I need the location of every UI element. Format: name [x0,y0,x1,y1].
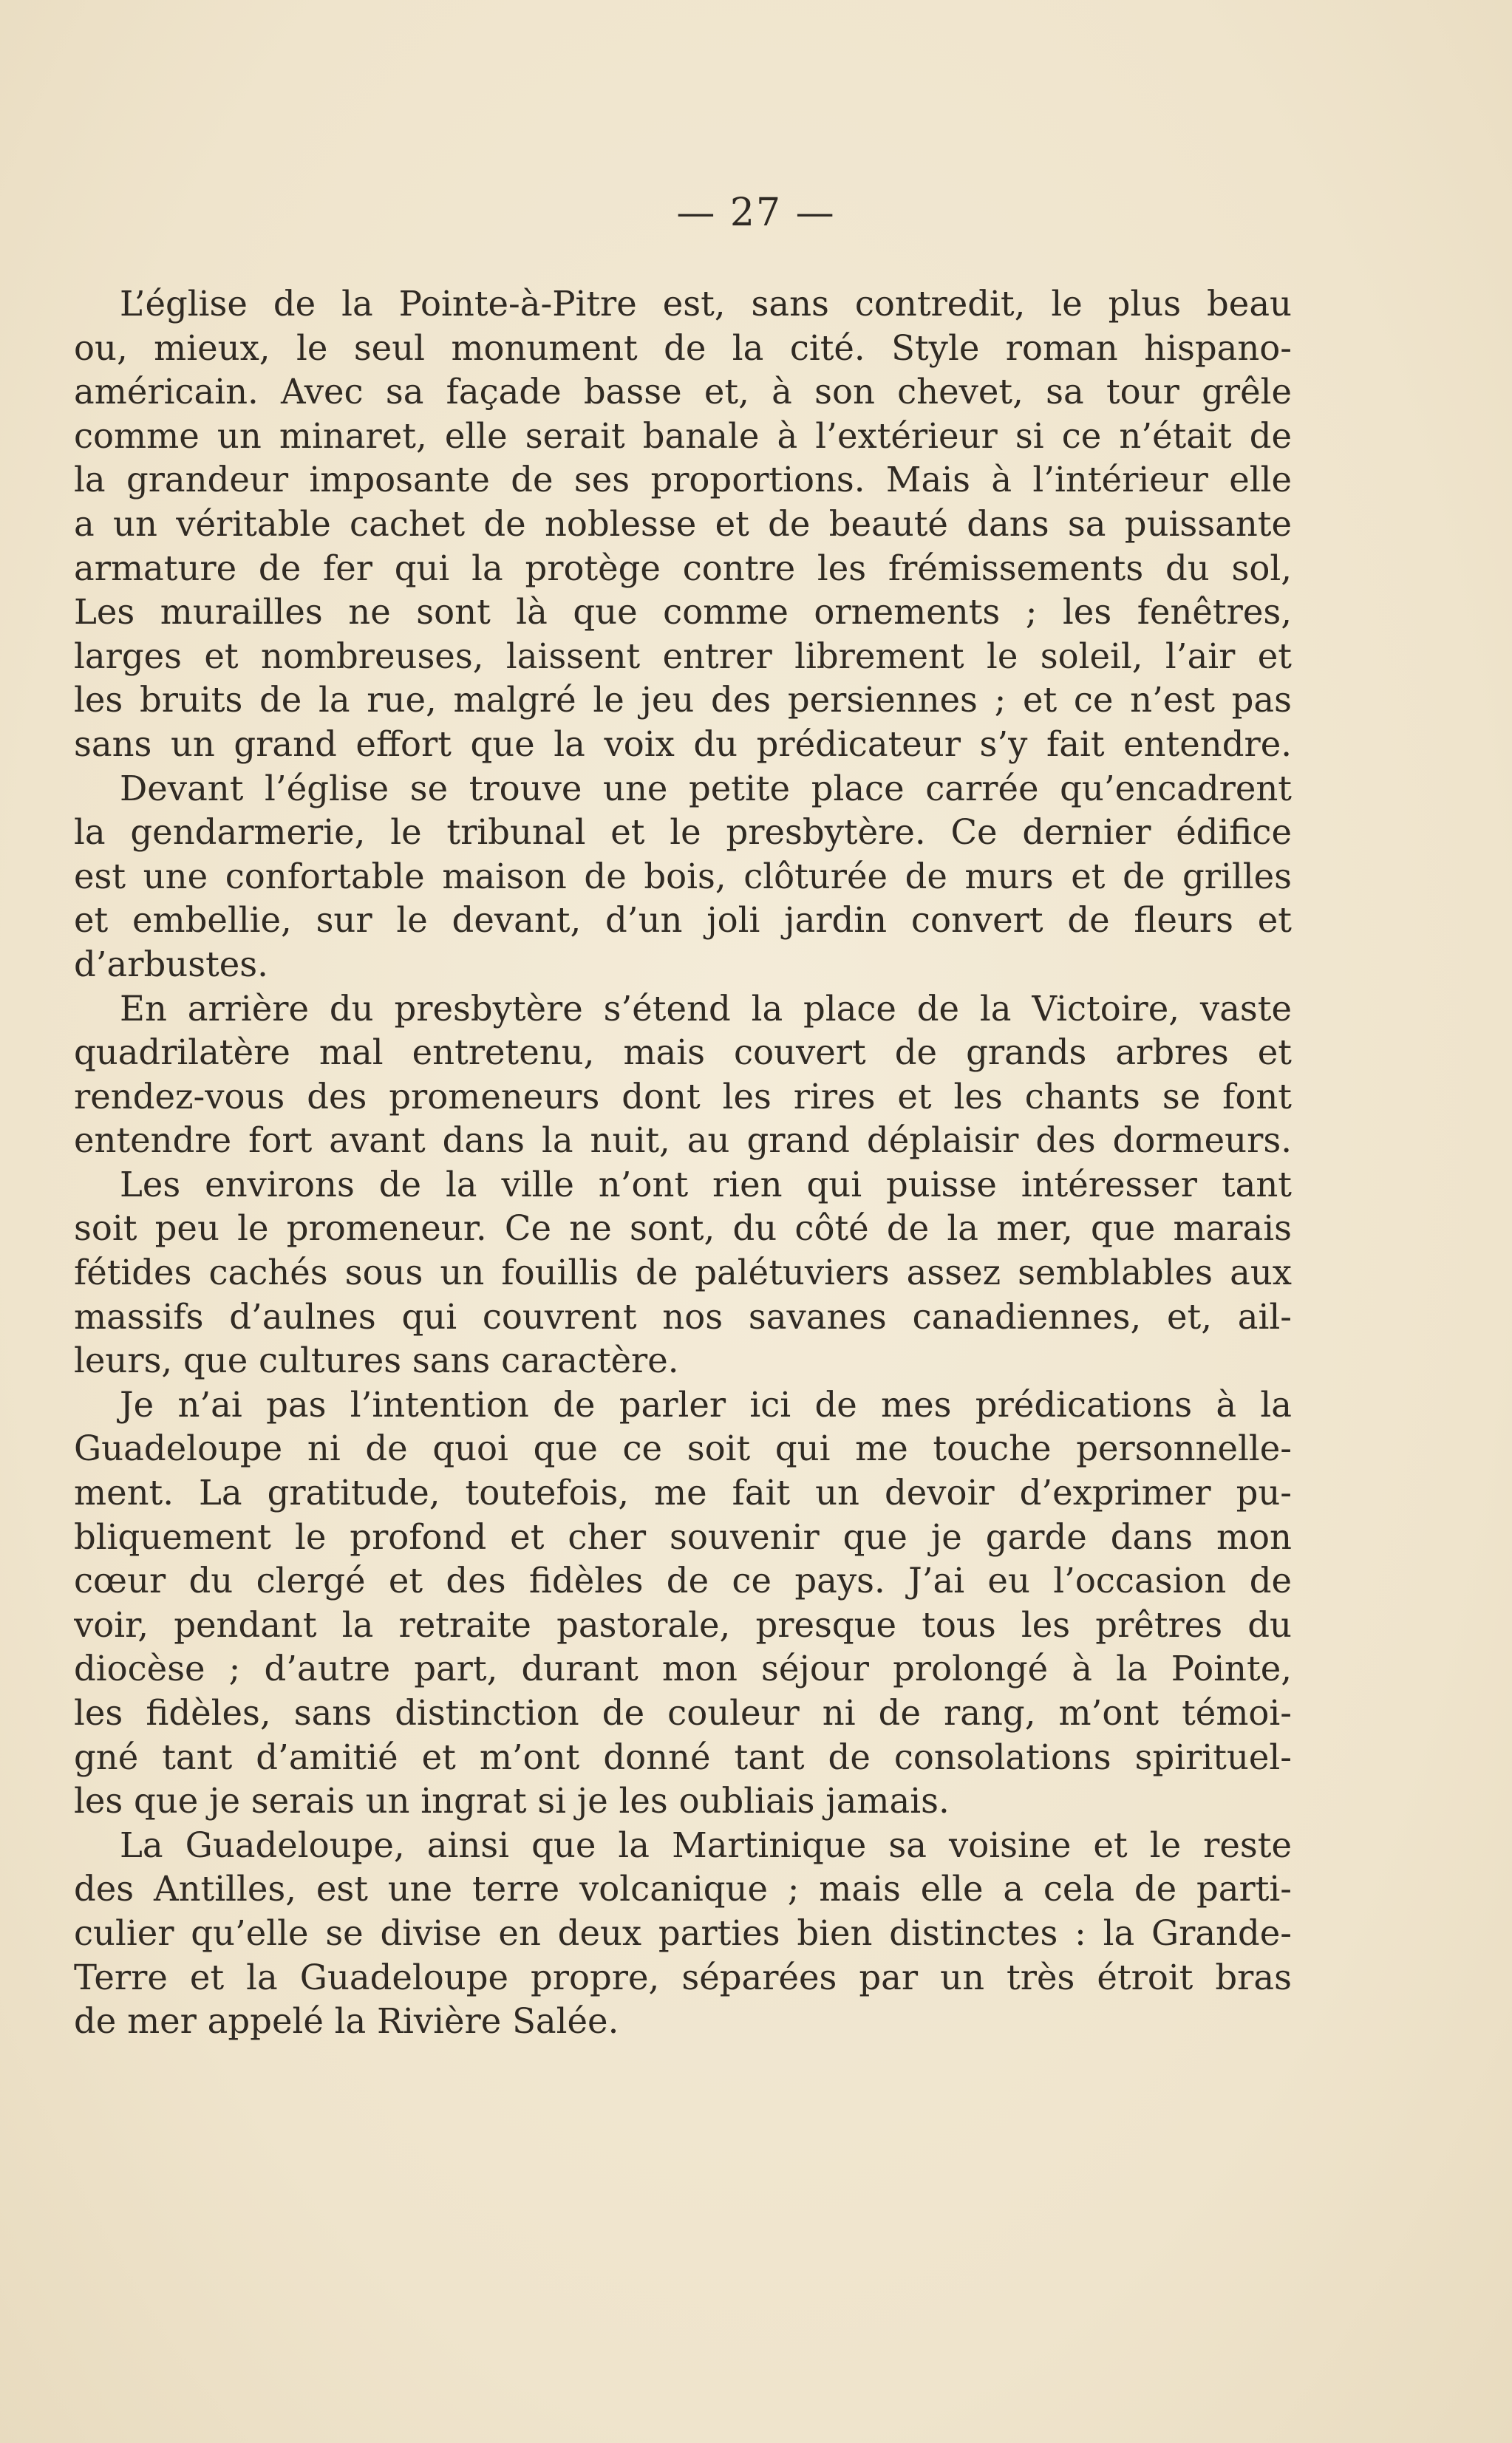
text-line: Terre et la Guadeloupe propre, séparées par un très étroit bras [74,1957,1292,1997]
text-line: a un véritable cachet de noblesse et de beauté dans sa puissante [74,503,1292,544]
text-line: L’église de la Pointe-à-Pitre est, sans contredit, le plus beau [120,284,1292,324]
body-text [74,282,1292,2044]
text-line: d’arbustes. [74,944,268,984]
text-line: entendre fort avant dans la nuit, au grand déplaisir des dormeurs. [74,1120,1292,1161]
text-line: larges et nombreuses, laissent entrer librement le soleil, l’air et [74,636,1292,676]
text-line: Je n’ai pas l’intention de parler ici de mes prédications à la [120,1384,1292,1425]
text-line: soit peu le promeneur. Ce ne sont, du côté de la mer, que marais [74,1208,1292,1249]
text-line: bliquement le profond et cher souvenir que je garde dans mon [74,1516,1292,1557]
text-line: américain. Avec sa façade basse et, à son chevet, sa tour grêle [74,372,1292,412]
text-line: Guadeloupe ni de quoi que ce soit qui me touche personnelle- [74,1428,1292,1469]
text-line: rendez-vous des promeneurs dont les rires et les chants se font [74,1076,1292,1117]
text-line: En arrière du presbytère s’étend la place de la Victoire, vaste [120,988,1292,1029]
text-line: leurs, que cultures sans caractère. [74,1340,679,1381]
text-line: des Antilles, est une terre volcanique ; mais elle a cela de parti- [74,1869,1292,1909]
page-number: — 27 — [676,191,836,235]
text-line: massifs d’aulnes qui couvrent nos savanes canadiennes, et, ail- [74,1296,1292,1337]
text-line: les fidèles, sans distinction de couleur ni de rang, m’ont témoi- [74,1693,1292,1733]
text-line: armature de fer qui la protège contre les frémissements du sol, [74,548,1292,588]
text-line: fétides cachés sous un fouillis de palétuviers assez semblables aux [74,1253,1292,1293]
text-line: est une confortable maison de bois, clôturée de murs et de grilles [74,856,1292,896]
text-line: cœur du clergé et des fidèles de ce pays. J’ai eu l’occasion de [74,1561,1292,1601]
text-line: La Guadeloupe, ainsi que la Martinique sa voisine et le reste [120,1824,1292,1865]
text-line: comme un minaret, elle serait banale à l’extérieur si ce n’était de [74,415,1292,456]
text-line: ment. La gratitude, toutefois, me fait un devoir d’exprimer pu- [74,1473,1292,1513]
text-line: la grandeur imposante de ses proportions. Mais à l’intérieur elle [74,460,1292,500]
text-line: les bruits de la rue, malgré le jeu des persiennes ; et ce n’est pas [74,680,1292,720]
text-line: de mer appelé la Rivière Salée. [74,2001,619,2042]
text-line: Les murailles ne sont là que comme ornements ; les fenêtres, [74,592,1292,633]
text-line: les que je serais un ingrat si je les oubliais jamais. [74,1781,950,1822]
text-line: et embellie, sur le devant, d’un joli jardin convert de fleurs et [74,900,1292,941]
text-line: ou, mieux, le seul monument de la cité. Style roman hispano- [74,327,1292,368]
text-line: Les environs de la ville n’ont rien qui puisse intéresser tant [120,1164,1292,1205]
text-line: culier qu’elle se divise en deux parties bien distinctes : la Grande- [74,1912,1292,1953]
text-line: Devant l’église se trouve une petite place carrée qu’encadrent [120,768,1292,808]
text-line: voir, pendant la retraite pastorale, presque tous les prêtres du [74,1604,1292,1645]
text-line: diocèse ; d’autre part, durant mon séjour prolongé à la Pointe, [74,1649,1292,1689]
text-line: sans un grand effort que la voix du prédicateur s’y fait entendre. [74,723,1292,764]
text-line: gné tant d’amitié et m’ont donné tant de consolations spirituel- [74,1737,1292,1777]
text-line: la gendarmerie, le tribunal et le presbytère. Ce dernier édifice [74,812,1292,853]
text-line: quadrilatère mal entretenu, mais couvert de grands arbres et [74,1032,1292,1073]
